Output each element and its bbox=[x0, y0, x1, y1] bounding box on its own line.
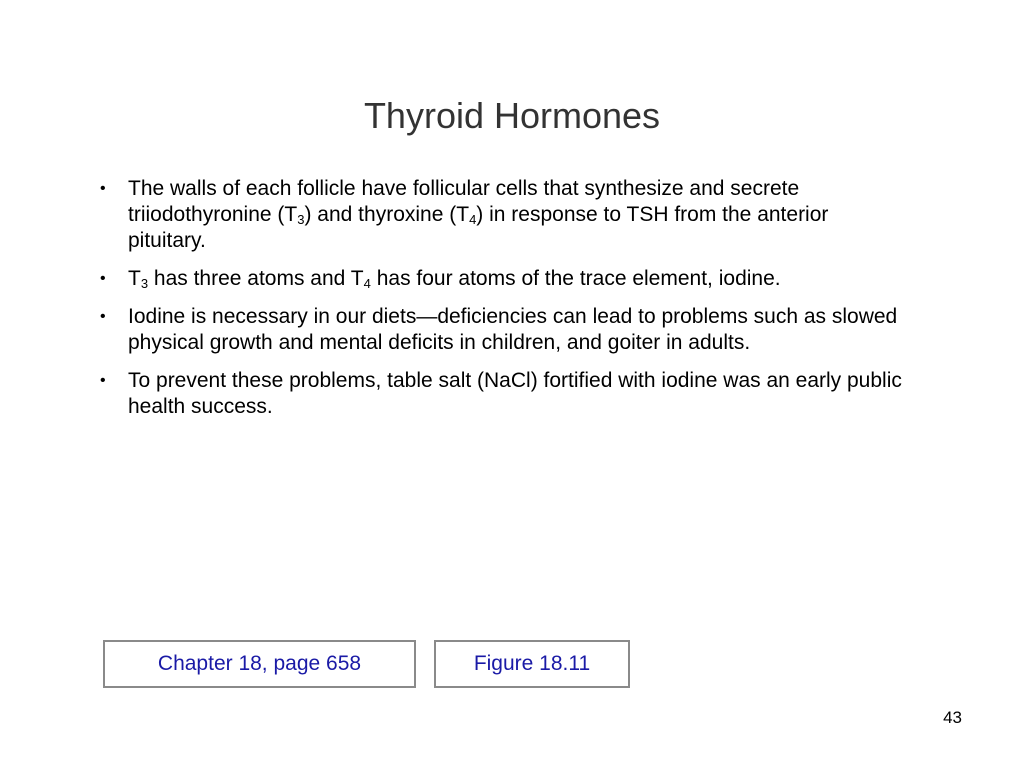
bullet-text bbox=[128, 267, 781, 290]
bullet-item bbox=[100, 266, 910, 292]
text-run: The walls of each follicle have follicular cells that synthesize and secrete triiodothyronine (T bbox=[128, 177, 800, 226]
subscript: 4 bbox=[363, 276, 371, 291]
text-run: has four atoms of the trace element, iodine. bbox=[370, 267, 781, 290]
bullet-list bbox=[100, 176, 910, 432]
bullet-item bbox=[100, 176, 910, 254]
bullet-text bbox=[128, 305, 897, 354]
bullet-marker: • bbox=[100, 372, 106, 389]
bullet-item bbox=[100, 304, 910, 356]
text-run: To prevent these problems, table salt (NaCl) fortified with iodine was an early public health success. bbox=[128, 369, 902, 418]
text-run: T bbox=[128, 267, 141, 290]
text-run: ) in response to TSH from the anterior pituitary. bbox=[128, 203, 829, 252]
subscript: 4 bbox=[469, 212, 477, 227]
figure-link-button[interactable]: Figure 18.11 bbox=[434, 640, 630, 688]
slide-title: Thyroid Hormones bbox=[363, 95, 661, 136]
subscript: 3 bbox=[140, 276, 149, 291]
bullet-marker: • bbox=[100, 180, 106, 197]
page-number: 43 bbox=[943, 708, 962, 727]
bullet-marker: • bbox=[100, 270, 106, 287]
subscript: 3 bbox=[297, 212, 305, 227]
text-run: ) and thyroxine (T bbox=[304, 203, 470, 226]
text-run: Iodine is necessary in our diets—deficiencies can lead to problems such as slowed physical growth and mental deficits in children, and goiter in adults. bbox=[128, 305, 898, 354]
chapter-link-button[interactable]: Chapter 18, page 658 bbox=[103, 640, 416, 688]
text-run: has three atoms and T bbox=[148, 267, 364, 290]
bullet-item bbox=[100, 368, 910, 420]
bullet-marker: • bbox=[100, 308, 106, 325]
bullet-text bbox=[128, 369, 902, 418]
bullet-text bbox=[128, 177, 828, 252]
